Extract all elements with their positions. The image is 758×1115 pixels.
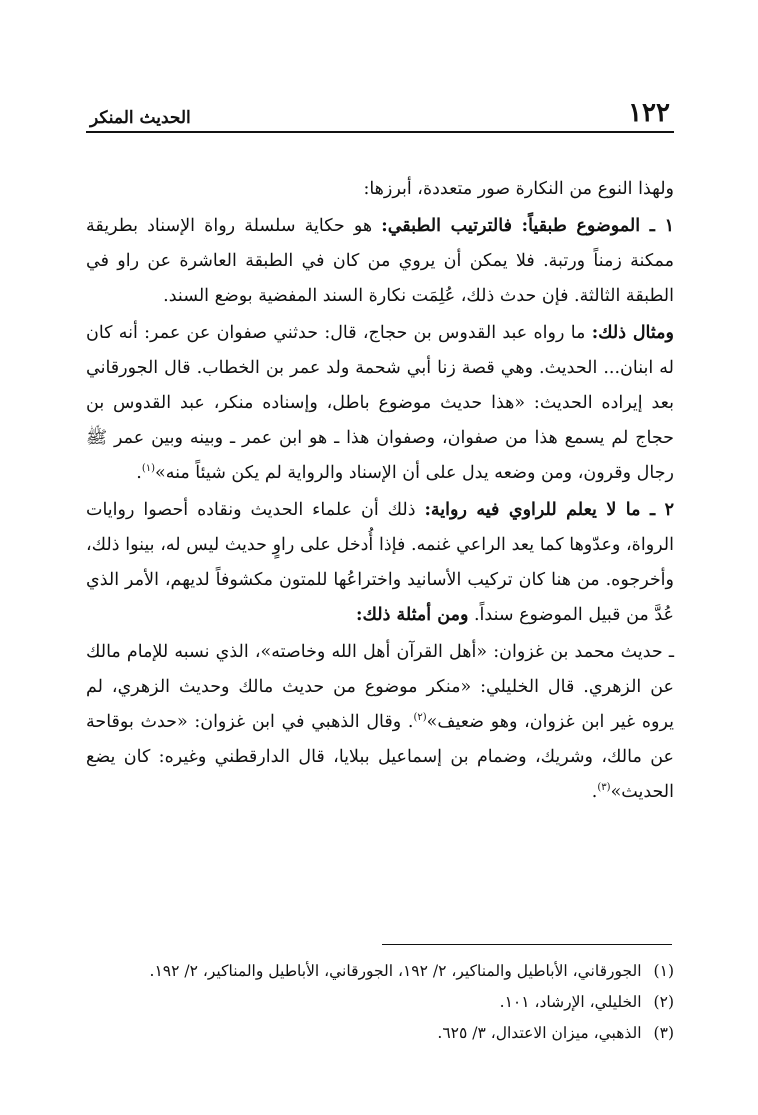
hadith-text: ـ حديث محمد بن غزوان: «أهل القرآن أهل الله وخاصته»، الذي نسبه للإمام مالك عن الزهري. قال الخليلي: «منكر موضوع من حديث مالك وحديث الزهري، لم يروه غير ابن غزوان، وهو ضعيف»: [86, 642, 674, 732]
paragraph-example: ومثال ذلك: ما رواه عبد القدوس بن حجاج، قال: حدثني صفوان عن عمر: أنه كان له ابنان... الحديث. وهي قصة زنا أبي شحمة ولد عمر بن الخطاب. قال الجورقاني بعد إيراده الحديث: «هذا حديث موضوع باطل، وإسناده منكر، عبد القدوس بن حجاج لم يسمع هذا من صفوان، وصفوان هذا ـ هو ابن عمر ـ وبينه وبين عمر ﷺ رجال وقرون، ومن وضعه يدل على أن الإسناد والرواية لم يكن شيئاً منه»$^{(١)}$.: [86, 323, 674, 483]
footnote-divider: [382, 944, 672, 945]
main-text: [86, 172, 674, 812]
footnote-ref-3[interactable]: (٣): [597, 782, 611, 794]
running-title: الحديث المنكر: [90, 108, 191, 128]
page-header: [90, 88, 670, 128]
example-text: ما رواه عبد القدوس بن حجاج، قال: حدثني صفوان عن عمر: أنه كان له ابنان... الحديث. وهي قصة زنا أبي شحمة ولد عمر بن الخطاب. قال الجورقاني بعد إيراده الحديث: «هذا حديث موضوع باطل، وإسناده منكر، عبد القدوس بن حجاج لم يسمع هذا من صفوان، وصفوان هذا ـ هو ابن عمر ـ وبينه وبين عمر ﷺ رجال وقرون، ومن وضعه يدل على أن الإسناد والرواية لم يكن شيئاً منه»: [86, 323, 674, 483]
dhahabi-text: . وقال الذهبي في ابن غزوان: «حدث بوقاحة عن مالك، وشريك، وضمام بن إسماعيل ببلايا، قال الدارقطني وغيره: كان يضع الحديث»: [86, 712, 674, 802]
examples-heading: ومن أمثلة ذلك:: [356, 605, 469, 625]
example-heading: ومثال ذلك:: [591, 323, 674, 343]
footnote-item: (١) الجورقاني، الأباطيل والمناكير، ٢/ ١٩٢، الجورقاني، الأباطيل والمناكير، ٢/ ١٩٢.: [149, 962, 674, 980]
page-number: ١٢٢: [628, 98, 670, 128]
paragraph-2: [86, 493, 674, 633]
paragraph-3: ـ حديث محمد بن غزوان: «أهل القرآن أهل الله وخاصته»، الذي نسبه للإمام مالك عن الزهري. قال الخليلي: «منكر موضوع من حديث مالك وحديث الزهري، لم يروه غير ابن غزوان، وهو ضعيف»$^{(٢)}$. وقال الذهبي في ابن غزوان: «حدث بوقاحة عن مالك، وشريك، وضمام بن إسماعيل ببلايا، قال الدارقطني وغيره: كان يضع الحديث»$^{(٣)}$.: [86, 642, 674, 802]
footnote-item: (٢) الخليلي، الإرشاد، ١٠١.: [499, 993, 674, 1011]
item-1-heading: ١ ـ الموضوع طبقياً: فالترتيب الطبقي:: [381, 216, 674, 236]
item-2-text: ذلك أن علماء الحديث ونقاده أحصوا روايات الرواة، وعدّوها كما يعد الراعي غنمه. فإذا أُدخل على راوٍ حديث ليس له، بينوا ذلك، وأخرجوه. من هنا كان تركيب الأسانيد واختراعُها للمتون مكشوفاً لديهم، الأمر الذي عُدَّ من قبيل الموضوع سنداً.: [86, 500, 674, 625]
item-1-text: هو حكاية سلسلة رواة الإسناد بطريقة ممكنة زمناً ورتبة. فلا يمكن أن يروي من كان في الطبقة العاشرة عن راو في الطبقة الثالثة. فإن حدث ذلك، عُلِمَت نكارة السند المفضية بوضع السند.: [86, 216, 674, 306]
header-divider: [86, 131, 674, 133]
paragraph-intro: ولهذا النوع من النكارة صور متعددة، أبرزها:: [363, 179, 674, 199]
item-2-heading: ٢ ـ ما لا يعلم للراوي فيه رواية:: [424, 500, 674, 520]
paragraph-1: [86, 209, 674, 314]
footnote-ref-1[interactable]: (١): [141, 463, 155, 475]
footnote-ref-2[interactable]: (٢): [413, 712, 427, 724]
footnotes: [86, 956, 674, 1049]
footnote-item: (٣) الذهبي، ميزان الاعتدال، ٣/ ٦٢٥.: [437, 1024, 674, 1042]
